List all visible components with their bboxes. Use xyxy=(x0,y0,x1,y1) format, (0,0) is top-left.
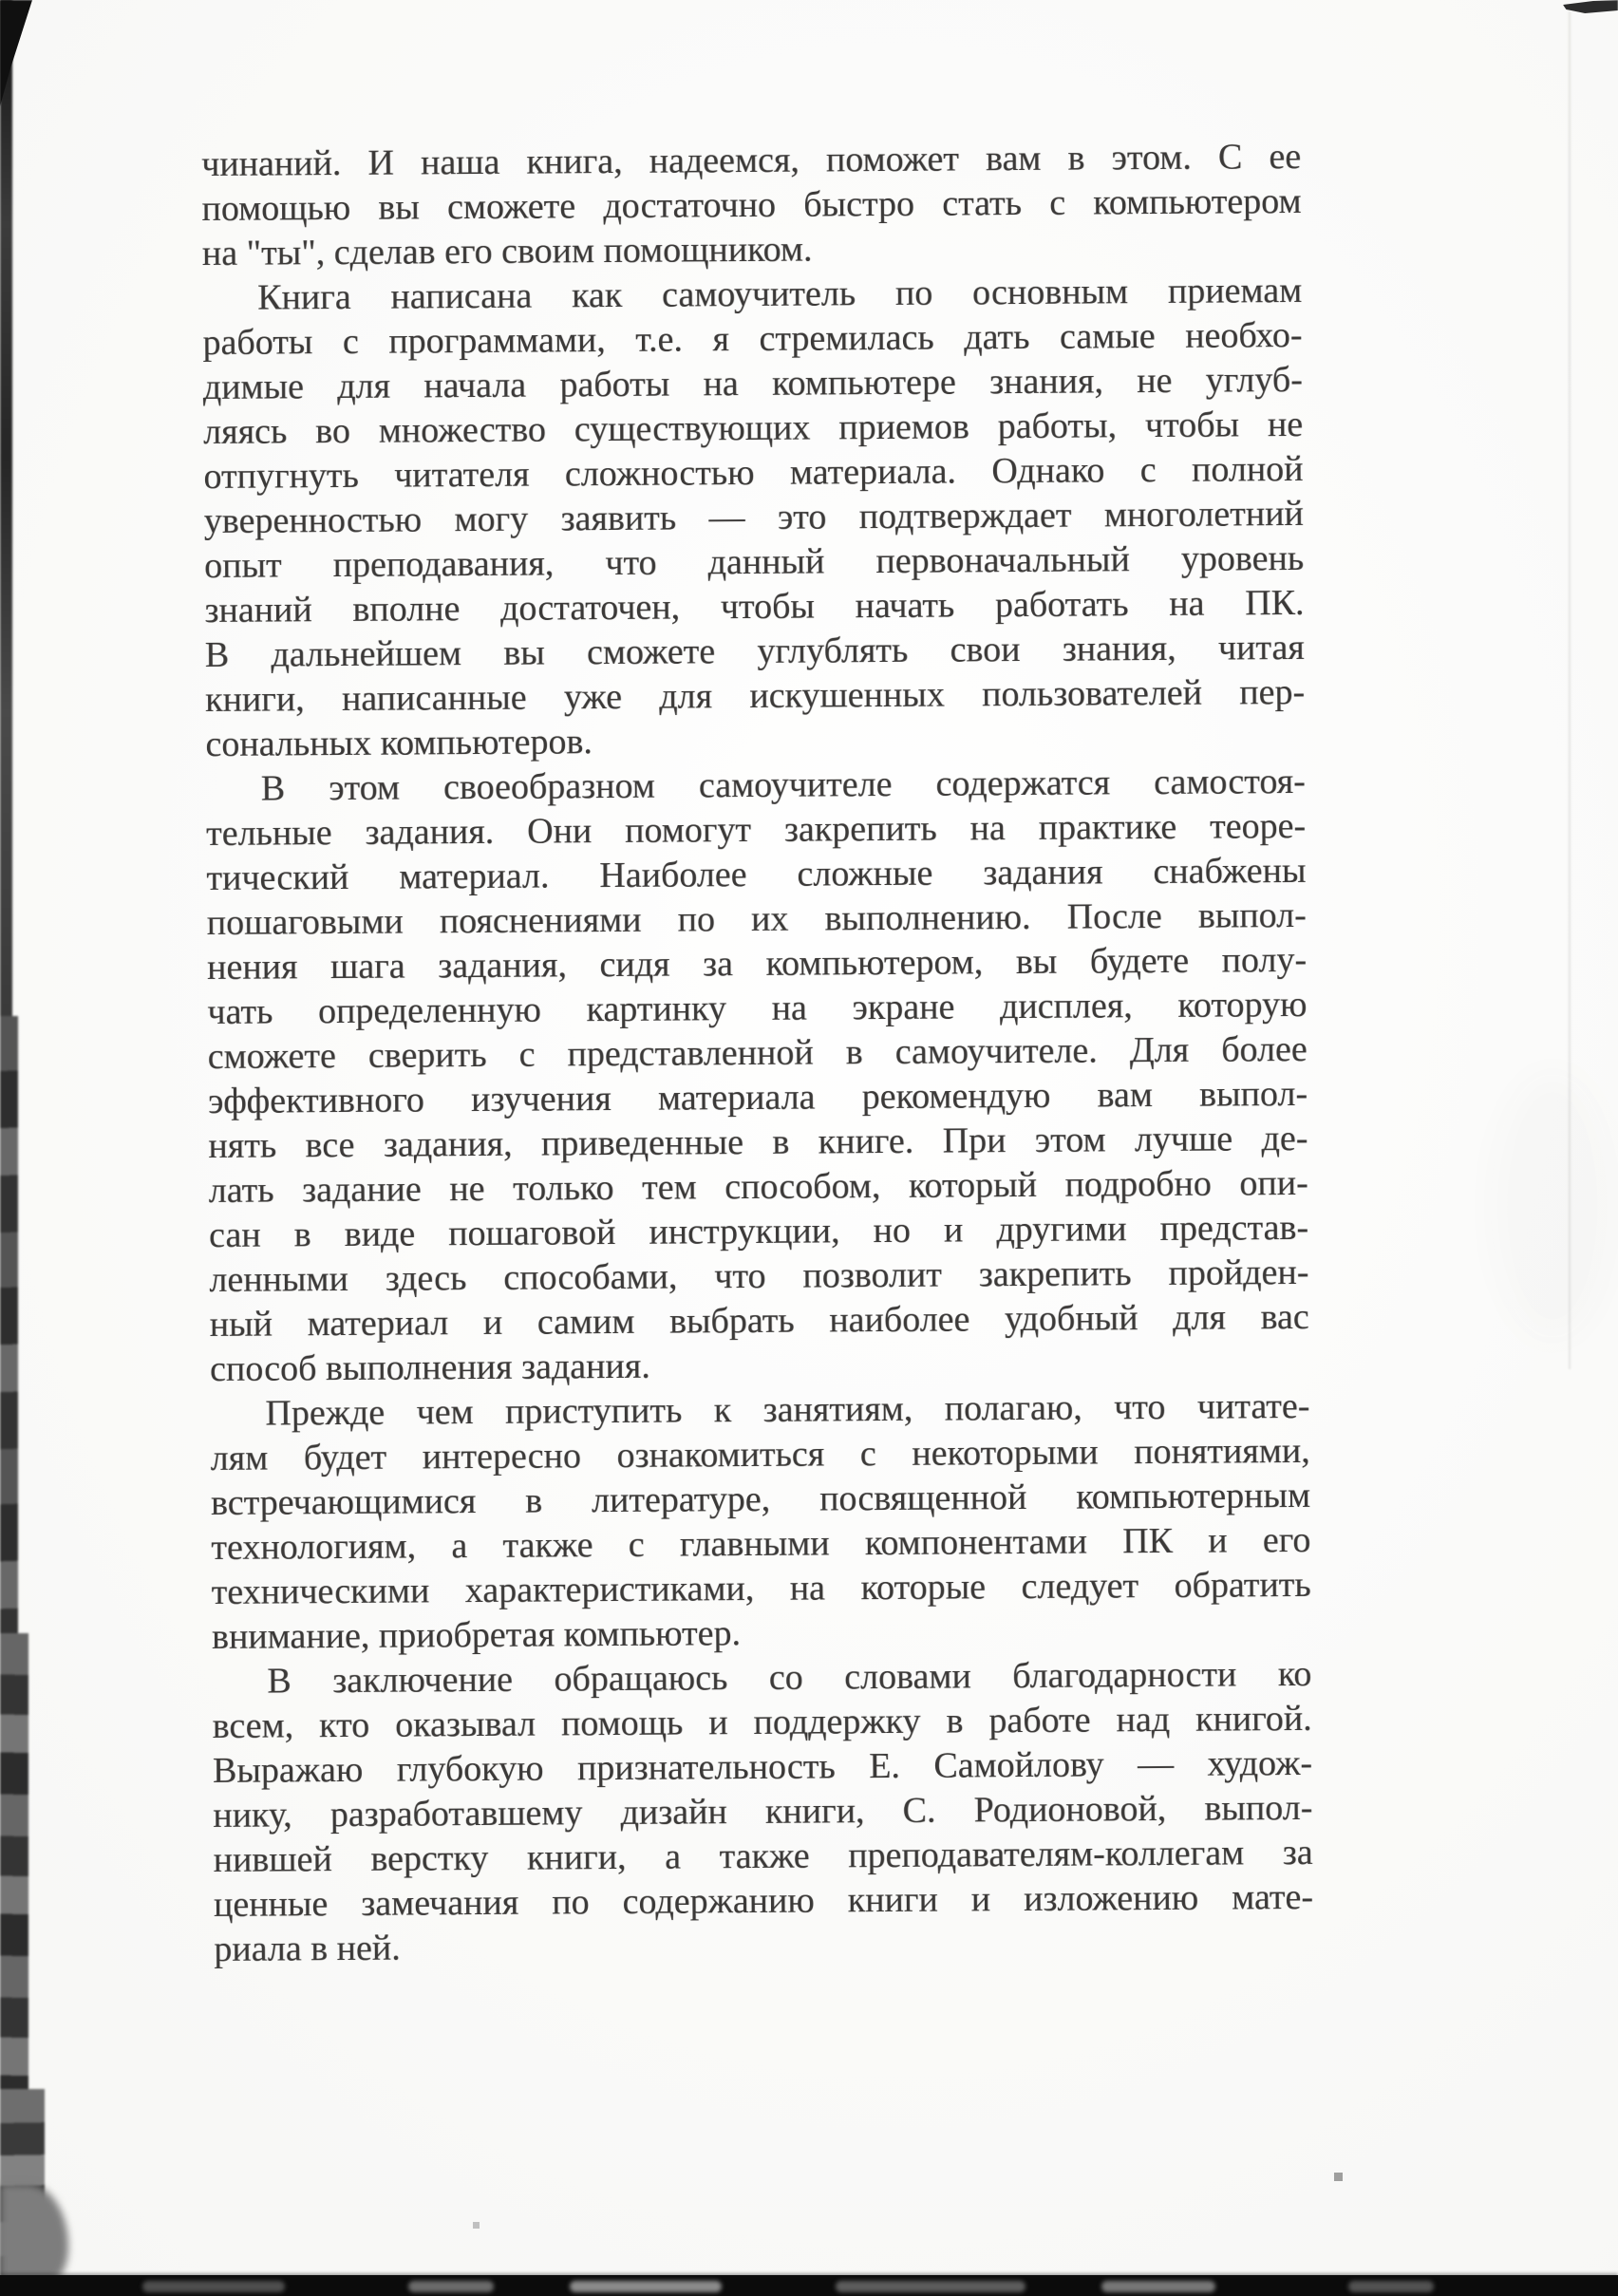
text-line: нившей верстку книги, а также преподавателям-коллегам за xyxy=(213,1832,1313,1880)
text-line: Прежде чем приступить к занятиям, полагаю, что читате- xyxy=(265,1385,1310,1434)
bottom-scan-band xyxy=(0,2275,1618,2296)
text-line: на "ты", сделав его своим помощником. xyxy=(201,229,813,273)
band-smudge xyxy=(836,2281,1025,2292)
top-left-scan-wedge xyxy=(0,0,42,123)
text-line: отпугнуть читателя сложностью материала. Однако с полной xyxy=(203,448,1304,497)
text-line: ный материал и самим выбрать наиболее удобный для вас xyxy=(209,1296,1309,1345)
text-line: Книга написана как самоучитель по основным приемам xyxy=(256,270,1303,318)
text-line: встречающимися в литературе, посвященной компьютерным xyxy=(210,1475,1311,1523)
band-smudge xyxy=(1101,2281,1215,2292)
text-line: сан в виде пошаговой инструкции, но и другими представ- xyxy=(208,1207,1309,1255)
band-smudge xyxy=(570,2281,722,2292)
page-text-block xyxy=(201,135,1313,1972)
text-line: эффективного изучения материала рекомендую вам выпол- xyxy=(207,1073,1308,1121)
text-line: ляясь во множество существующих приемов работы, чтобы не xyxy=(202,404,1304,452)
text-line: ценные замечания по содержанию книги и изложению мате- xyxy=(213,1876,1314,1925)
text-line: книги, написанные уже для искушенных пользователей пер- xyxy=(204,671,1306,720)
gutter-strip-middle xyxy=(0,1016,18,1633)
band-smudge xyxy=(408,2281,494,2292)
gutter-smudge xyxy=(0,2184,68,2288)
text-line: сональных компьютеров. xyxy=(205,722,593,764)
text-line: нику, разработавшему дизайн книги, С. Родионовой, выпол- xyxy=(213,1787,1313,1835)
text-line: помощью вы сможете достаточно быстро стать с компьютером xyxy=(201,180,1302,229)
text-line: тический материал. Наиболее сложные задания снабжены xyxy=(206,850,1307,898)
text-line: техническими характеристиками, на которые следует обратить xyxy=(211,1564,1311,1612)
text-line: всем, кто оказывал помощь и поддержку в работе над книгой. xyxy=(212,1698,1312,1746)
gutter-strip-top xyxy=(0,0,12,1016)
left-gutter-shadow xyxy=(0,0,66,2296)
right-page-crease xyxy=(1569,11,1571,1369)
text-line: риала в ней. xyxy=(214,1928,401,1969)
ink-speck xyxy=(473,2222,480,2229)
text-line: В дальнейшем вы сможете углублять свои знания, читая xyxy=(204,627,1305,675)
text-line: лям будет интересно ознакомиться с некоторыми понятиями, xyxy=(210,1430,1310,1478)
text-line: сможете сверить с представленной в самоучителе. Для более xyxy=(207,1028,1308,1077)
text-line: уверенностью могу заявить — это подтверждает многолетний xyxy=(203,493,1304,541)
gutter-strip-bottom xyxy=(0,2089,45,2296)
text-line: нения шага задания, сидя за компьютером, вы будете полу- xyxy=(206,939,1308,988)
text-line: чать определенную картинку на экране дисплея, которую xyxy=(207,984,1308,1032)
text-line: нять все задания, приведенные в книге. При этом лучше де- xyxy=(208,1118,1308,1166)
text-line: технологиям, а также с главными компонентами ПК и его xyxy=(211,1519,1311,1568)
text-line: пошаговыми пояснениями по их выполнению. После выпол- xyxy=(206,894,1307,943)
text-line: В этом своеобразном самоучителе содержатся самостоя- xyxy=(260,761,1306,809)
text-line: внимание, приобретая компьютер. xyxy=(211,1613,742,1657)
text-line: способ выполнения задания. xyxy=(209,1346,650,1389)
gutter-strip-lower xyxy=(0,1633,28,2089)
text-line: чинаний. И наша книга, надеемся, поможет вам в этом. С ее xyxy=(201,136,1302,184)
text-line: димые для начала работы на компьютере знания, не углуб- xyxy=(202,359,1303,407)
text-line: ленными здесь способами, что позволит закрепить пройден- xyxy=(209,1252,1309,1300)
top-right-scan-mark xyxy=(1563,0,1618,16)
band-smudge xyxy=(1348,2281,1434,2292)
text-line: знаний вполне достаточен, чтобы начать работать на ПК. xyxy=(204,582,1305,630)
text-line: Выражаю глубокую признательность Е. Самойлову — худож- xyxy=(212,1742,1313,1791)
band-smudge xyxy=(142,2281,285,2292)
right-margin-shade xyxy=(1491,1073,1614,1339)
text-line: В заключение обращаюсь со словами благодарности ко xyxy=(267,1653,1312,1702)
ink-speck xyxy=(1334,2173,1343,2181)
text-line: лать задание не только тем способом, который подробно опи- xyxy=(208,1162,1308,1211)
text-line: опыт преподавания, что данный первоначальный уровень xyxy=(203,537,1305,586)
text-line: тельные задания. Они помогут закрепить на практике теоре- xyxy=(205,805,1307,854)
text-line: работы с программами, т.е. я стремилась дать самые необхо- xyxy=(202,314,1303,363)
